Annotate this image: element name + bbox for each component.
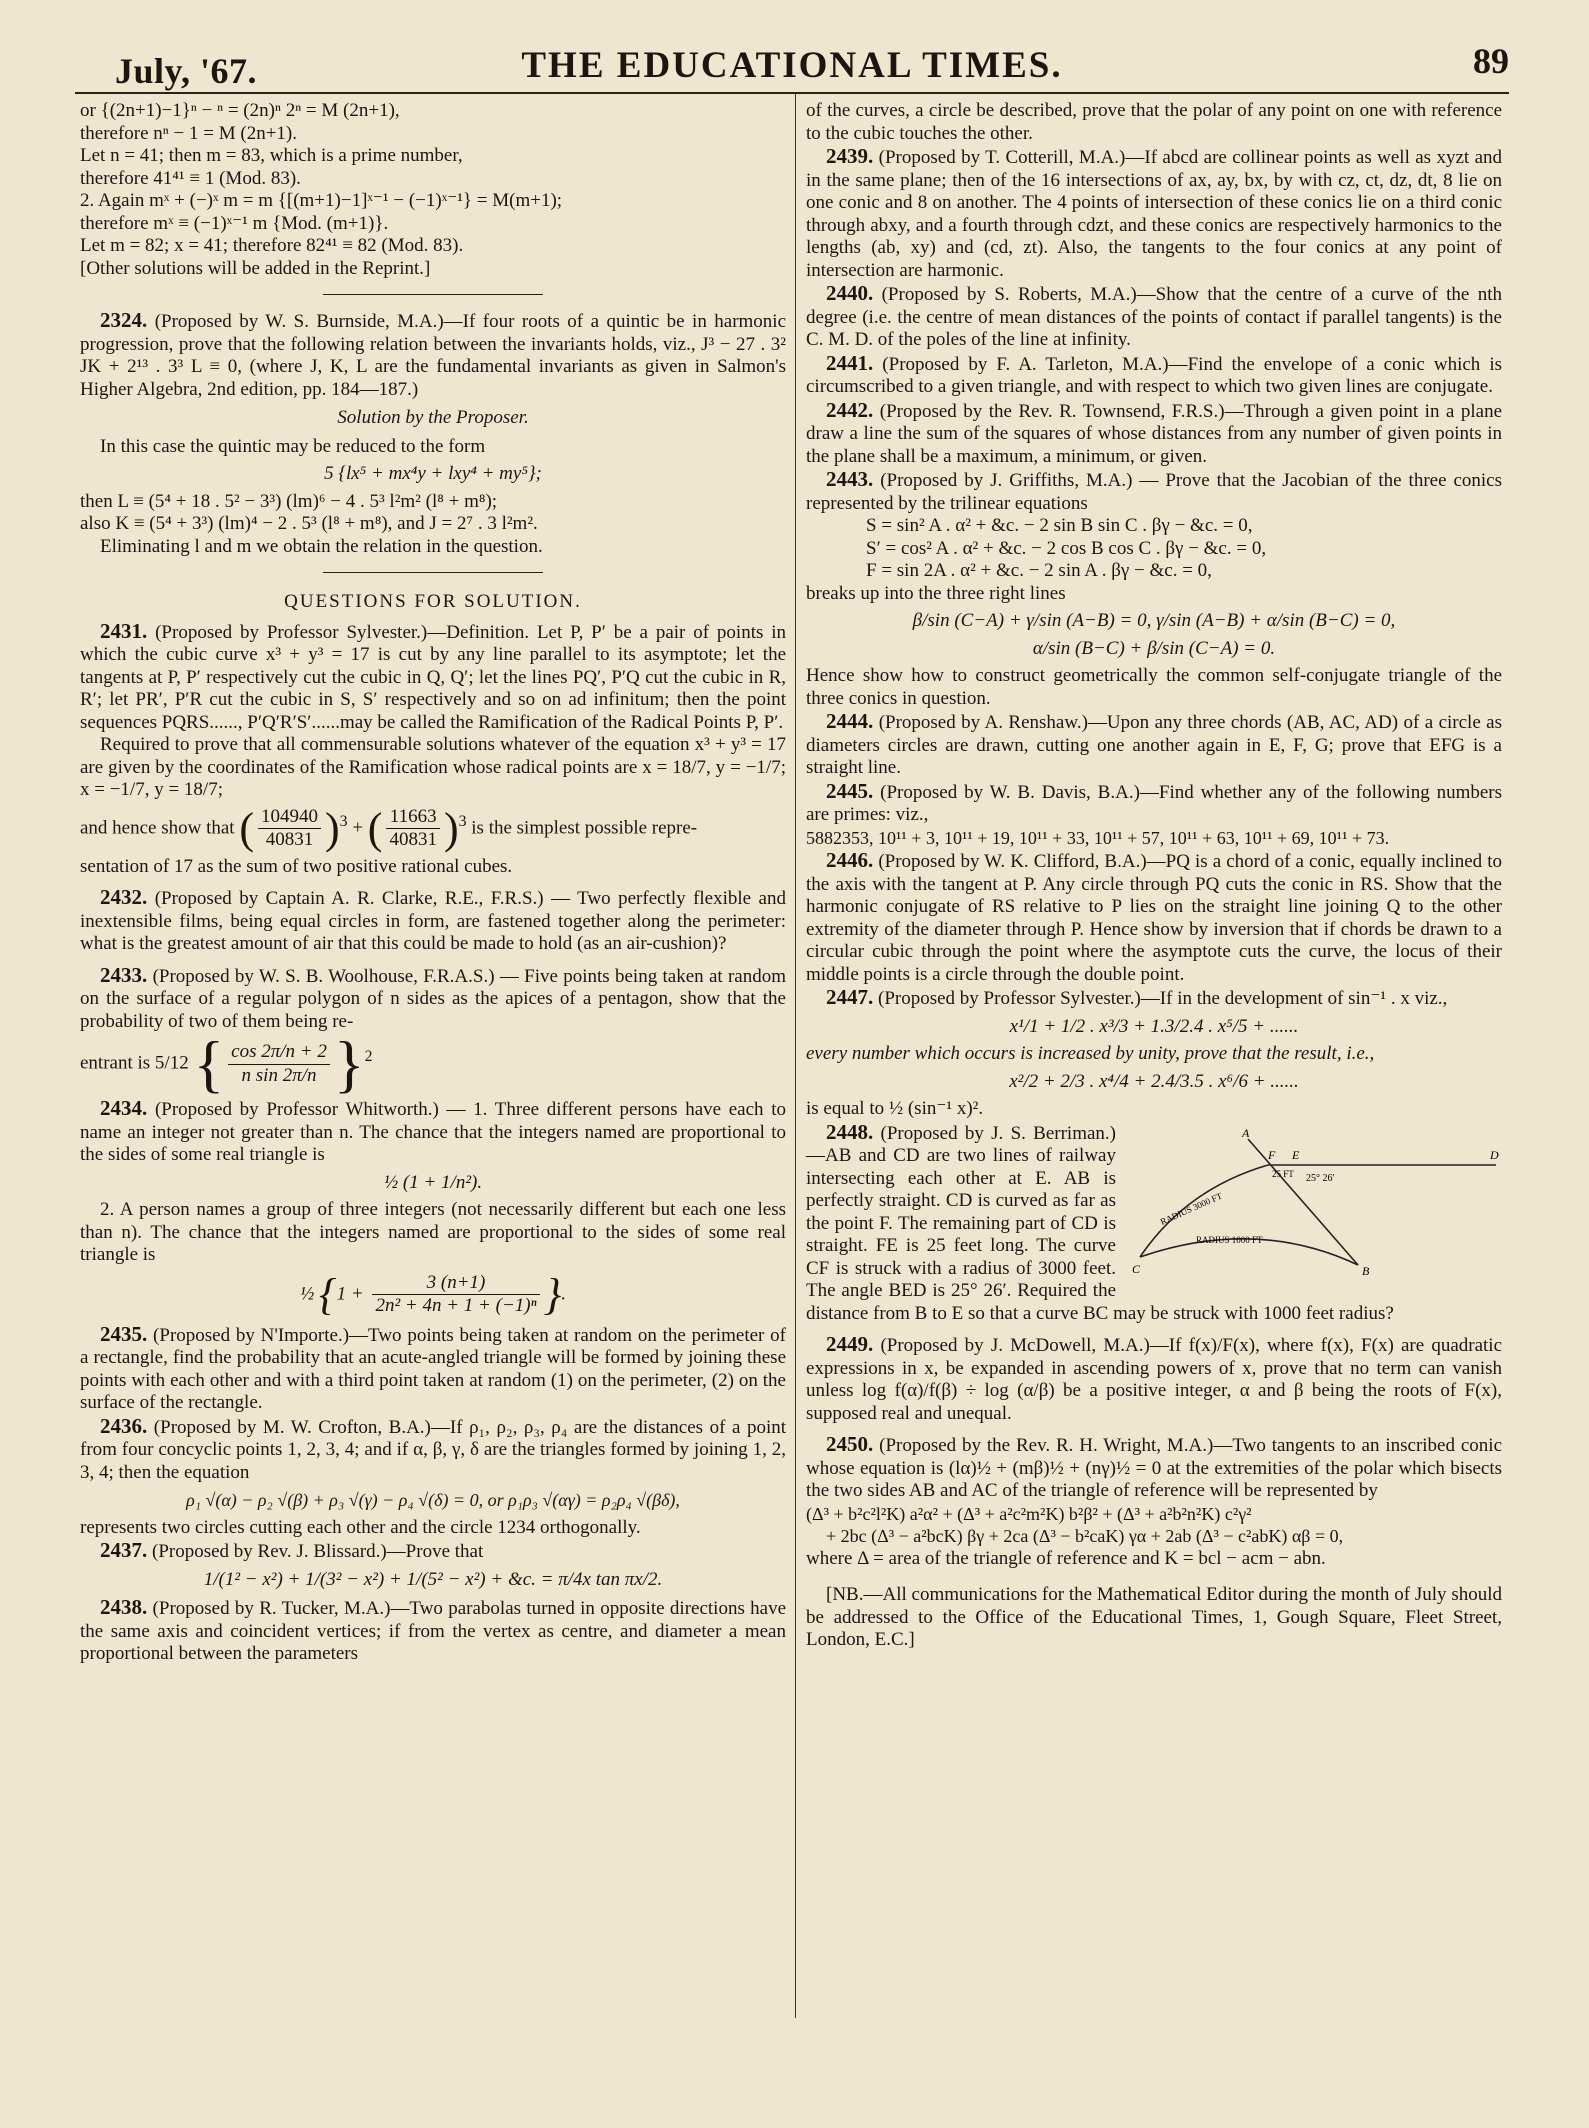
- question-text: (Proposed by A. Renshaw.)—Upon any three chords (AB, AC, AD) of a circle as diameters circles are drawn, cutting one another again in E, F, G; prove that EFG is a straight line.: [806, 712, 1503, 778]
- equation: x¹/1 + 1/2 . x³/3 + 1.3/2.4 . x⁵/5 + ......: [1009, 1015, 1299, 1037]
- question-number: 2448.: [826, 1119, 874, 1144]
- question-2435: [80, 1323, 786, 1415]
- editorial-note: [NB.—All communications for the Mathematical Editor during the month of July should be addressed to the Office of the Educational Times, 1, Gough Square, Fleet Street, London, E.C.]: [806, 1584, 1502, 1650]
- question-text: (Proposed by S. Roberts, M.A.)—Show that the centre of a curve of the nth degree (i.e. the centre of mean distances of the points of contact if parallel tangents) is the C. M. D. of the poles of the line at infinity.: [806, 284, 1502, 350]
- label-radius-1000: RADIUS 1000 FT: [1196, 1234, 1263, 1245]
- railway-diagram-svg: [1126, 1125, 1502, 1283]
- question-text: sentation of 17 as the sum of two positive rational cubes.: [80, 855, 513, 877]
- fraction: [258, 806, 321, 852]
- label-e: E: [1292, 1147, 1300, 1162]
- label-radius-3000: RADIUS 3000 FT: [1158, 1190, 1224, 1227]
- paren-glyph: (: [239, 803, 254, 853]
- spacer: [80, 878, 786, 886]
- question-2445: [806, 780, 1502, 827]
- question-number: 2442.: [826, 397, 874, 422]
- numerator: 104940: [258, 806, 321, 830]
- left-column: [80, 100, 786, 1666]
- label-d: D: [1490, 1147, 1499, 1162]
- question-text: Required to prove that all commensurable solutions whatever of the equation x³ + y³ = 17 are given by the coordinates of the Ramification whose radical points are x = 18/7, y = −1/7; x = −1/7, y = 18/7;: [80, 734, 786, 800]
- equation-lead: and hence show that: [80, 816, 235, 838]
- equation: F = sin 2A . α² + &c. − 2 sin A . βγ − &c. = 0,: [866, 560, 1212, 581]
- equation: entrant is 5/12 { $\frac{\cos 2\pi/n + 2}{\text{n sin 2π/n}}$ }$^2$: [80, 1028, 373, 1099]
- question-text: (Proposed by T. Cotterill, M.A.)—If abcd are collinear points as well as xyzt and in the same plane; then of the 16 intersections of ax, ay, bx, by with cz, ct, dz, dt, 8 lie on one conic and 8 on another. The 4 points of intersection of these conics lie on a third conic through abxy, and a fourth through cdzt, and these conics are respectively harmonics to the lengths (ab, xy) and (cd, zt). Also, the tangents to the four conics at any point of intersection are harmonic.: [806, 147, 1502, 281]
- question-text: 2. A person names a group of three integers (not necessarily different but each one less than n). The chance that the integers named are proportional to the sides of some real triangle is: [80, 1199, 786, 1265]
- proof-line: therefore 41⁴¹ ≡ 1 (Mod. 83).: [80, 167, 301, 189]
- question-text: (Proposed by J. McDowell, M.A.)—If f(x)/F(x), where f(x), F(x) are quadratic expressions in x, be expanded in ascending powers of x, prove that no term can vanish unless log f(α)/f(β) ÷ log (α/β) be a positive integer, α and β being the roots of F(x), supposed real and unequal.: [806, 1335, 1503, 1424]
- question-text: is equal to ½ (sin⁻¹ x)².: [806, 1098, 984, 1119]
- question-text: Hence show how to construct geometrically the common self-conjugate triangle of the three conics in question.: [806, 665, 1502, 709]
- question-text: (Proposed by W. K. Clifford, B.A.)—PQ is a chord of a conic, equally inclined to the axis with the tangent at P. Any circle through PQ cuts the conic in RS. Show that the harmonic conjugate of RS relative to P lies on the straight line joining Q to the other extremity of the diameter through P. Hence show by inversion that if chords be drawn to a circular cubic through the point where the asymptote cuts the curve, the locus of their middle points is a circle through the double point.: [806, 851, 1503, 985]
- equation: + 2bc (Δ³ − a²bcK) βγ + 2ca (Δ³ − b²caK) γα + 2ab (Δ³ − c²abK) αβ = 0,: [826, 1526, 1344, 1546]
- question-2442: [806, 399, 1502, 469]
- label-b: B: [1362, 1263, 1370, 1278]
- equation: ½ (1 + 1/n²).: [383, 1171, 483, 1193]
- fraction: [372, 1272, 539, 1318]
- numerator: 3 (n+1): [372, 1272, 539, 1296]
- question-2441: [806, 352, 1502, 399]
- numerator: cos 2π/n + 2: [228, 1041, 330, 1065]
- reprint-note: [Other solutions will be added in the Reprint.]: [80, 257, 431, 279]
- question-number: 2439.: [826, 144, 874, 168]
- railway-diagram: [1126, 1125, 1502, 1283]
- question-text: (Proposed by Captain A. R. Clarke, R.E., F.R.S.) — Two perfectly flexible and inextensible films, being equal circles in form, are fastened together along the perimeter: what is the greatest amount of air that this could be made to hold (as an air-cushion)?: [80, 888, 786, 954]
- question-2450: [806, 1433, 1502, 1503]
- right-column: [806, 100, 1502, 1652]
- header-date: July, '67.: [115, 51, 258, 91]
- question-2443: [806, 468, 1502, 515]
- label-a: A: [1242, 1125, 1250, 1140]
- proof-line: Let n = 41; then m = 83, which is a prime number,: [80, 145, 463, 166]
- equation: then L ≡ (5⁴ + 18 . 5² − 3³) (lm)⁶ − 4 . 5³ l²m² (l⁸ + m⁸);: [80, 490, 498, 512]
- question-text: (Proposed by W. S. B. Woolhouse, F.R.A.S.) — Five points being taken at random on the surface of a regular polygon of n sides as the apices of a pentagon, show that the probability of two of them being re-: [80, 965, 787, 1032]
- number-list: 5882353, 10¹¹ + 3, 10¹¹ + 19, 10¹¹ + 33, 10¹¹ + 57, 10¹¹ + 63, 10¹¹ + 69, 10¹¹ + 73.: [806, 827, 1390, 848]
- question-text: (Proposed by J. S. Berriman.)—AB and CD are two lines of railway intersecting each other at E. AB is perfectly straight. CD is curved as far as the point F. The remaining part of CD is straight. FE is 25 feet long. The curve CF is struck with a radius of 3000 feet. The angle BED is 25° 26′. Required the distance from B to E so that a curve BC may be struck with 1000 feet radius?: [806, 1122, 1394, 1324]
- question-number: 2449.: [826, 1332, 874, 1356]
- label-angle: 25° 26′: [1306, 1172, 1335, 1184]
- question-text: represents two circles cutting each other and the circle 1234 orthogonally.: [80, 1516, 641, 1538]
- denominator: 40831: [265, 829, 314, 850]
- label-f: F: [1268, 1147, 1276, 1162]
- question-2438: [80, 1596, 786, 1666]
- question-number: 2443.: [826, 467, 874, 491]
- question-text: (Proposed by the Rev. R. Townsend, F.R.S.)—Through a given point in a plane draw a line the sum of the squares of whose distances from any number of given points in the plane shall be a maximum, a minimum, or given.: [806, 400, 1503, 467]
- brace-glyph: }: [333, 1028, 365, 1099]
- proof-line: therefore mˣ ≡ (−1)ˣ⁻¹ m {Mod. (m+1)}.: [80, 212, 389, 234]
- question-2437: [80, 1539, 786, 1564]
- section-title: QUESTIONS FOR SOLUTION.: [284, 591, 582, 612]
- question-number: 2324.: [100, 308, 148, 332]
- question-2436: [80, 1415, 786, 1485]
- equation: α/sin (B−C) + β/sin (C−A) = 0.: [1032, 637, 1276, 659]
- question-2324: [80, 309, 786, 401]
- equation: S′ = cos² A . α² + &c. − 2 cos B cos C . βγ − &c. = 0,: [866, 537, 1267, 559]
- question-number: 2450.: [826, 1432, 874, 1456]
- question-number: 2431.: [100, 618, 148, 643]
- question-2447: [806, 986, 1502, 1011]
- paren-glyph: (: [367, 803, 383, 853]
- question-continuation: of the curves, a circle be described, prove that the polar of any point on one with reference to the cubic touches the other.: [806, 100, 1502, 144]
- paren-glyph: ): [325, 803, 340, 853]
- question-number: 2434.: [100, 1096, 148, 1120]
- denominator: 2n² + 4n + 1 + (−1)ⁿ: [375, 1295, 537, 1316]
- spacer: [806, 1425, 1502, 1433]
- question-2432: [80, 886, 786, 956]
- solution-text: In this case the quintic may be reduced to the form: [100, 435, 486, 457]
- equation: 1/(1² − x²) + 1/(3² − x²) + 1/(5² − x²) + &c. = π/4x tan πx/2.: [203, 1568, 663, 1590]
- equation: β/sin (C−A) + γ/sin (A−B) = 0, γ/sin (A−B) + α/sin (B−C) = 0,: [912, 610, 1396, 631]
- spacer: [806, 1570, 1502, 1584]
- question-number: 2435.: [100, 1321, 148, 1346]
- denominator: n sin 2π/n: [241, 1064, 317, 1086]
- header-title: THE EDUCATIONAL TIMES.: [521, 45, 1063, 86]
- question-number: 2444.: [826, 709, 874, 733]
- running-header: [75, 36, 1509, 92]
- question-text: (Proposed by R. Tucker, M.A.)—Two parabolas turned in opposite directions have the same axis and coincident vertices; if from the vertex as centre, and diameter a mean proportional between the parameters: [80, 1598, 786, 1664]
- question-2439: [806, 145, 1502, 282]
- question-number: 2445.: [826, 778, 874, 803]
- equation: ½ {1 + $\frac{3 (n+1)}{\text{2n² + 4n + 1 + (−1)ⁿ}}$ }.: [300, 1269, 566, 1319]
- solution-text: Eliminating l and m we obtain the relation in the question.: [100, 535, 543, 557]
- solution-heading: Solution by the Proposer.: [337, 407, 529, 428]
- paren-glyph: ): [443, 803, 459, 853]
- equation-tail: is the simplest possible repre-: [471, 816, 698, 838]
- proof-line: Let m = 82; x = 41; therefore 82⁴¹ ≡ 82 (Mod. 83).: [80, 235, 464, 256]
- fraction: [228, 1041, 330, 1087]
- question-2431: [80, 620, 786, 735]
- label-fe-length: 25 FT: [1272, 1168, 1294, 1179]
- column-divider: [795, 94, 796, 2018]
- equation: (Δ³ + b²c²l²K) a²α² + (Δ³ + a²c²m²K) b²β² + (Δ³ + a²b²n²K) c²γ²: [806, 1503, 1252, 1524]
- proof-line: therefore nⁿ − 1 = M (2n+1).: [80, 122, 297, 144]
- question-2444: [806, 710, 1502, 780]
- question-number: 2436.: [100, 1413, 148, 1438]
- question-text: (Proposed by M. W. Crofton, B.A.)—If ρ₁, ρ₂, ρ₃, ρ₄ are the distances of a point from four concyclic points 1, 2, 3, 4; and if α, β, γ, δ are the triangles formed by joining 1, 2, 3, 4; then the equation: [80, 1416, 787, 1483]
- question-text: every number which occurs is increased by unity, prove that the result, i.e.,: [806, 1043, 1375, 1064]
- separator-rule: [323, 572, 543, 573]
- question-text: (Proposed by F. A. Tarleton, M.A.)—Find the envelope of a conic which is circumscribed to a given triangle, and with respect to which two given lines are conjugate.: [806, 353, 1503, 397]
- question-text: (Proposed by Professor Whitworth.) — 1. Three different persons have each to name an integer not greater than n. The chance that the integers named are proportional to the sides of some real triangle is: [80, 1099, 787, 1165]
- question-text: (Proposed by Professor Sylvester.)—If in the development of sin⁻¹ . x viz.,: [878, 988, 1448, 1009]
- spacer: [80, 956, 786, 964]
- equation: S = sin² A . α² + &c. − 2 sin B sin C . βγ − &c. = 0,: [866, 515, 1253, 536]
- equation: also K ≡ (5⁴ + 3³) (lm)⁴ − 2 . 5³ (l⁸ + m⁸), and J = 2⁷ . 3 l²m².: [80, 513, 538, 534]
- question-text: (Proposed by the Rev. R. H. Wright, M.A.)—Two tangents to an inscribed conic whose equation is (lα)½ + (mβ)½ + (nγ)½ = 0 at the extremities of the polar which bisects the two sides AB and AC of the triangle of reference will be represented by: [806, 1435, 1502, 1501]
- equation: 5 {lx⁵ + mx⁴y + lxy⁴ + my⁵};: [324, 463, 542, 484]
- equation: x²/2 + 2/3 . x⁴/4 + 2.4/3.5 . x⁶/6 + ......: [1009, 1070, 1299, 1092]
- question-text: (Proposed by J. Griffiths, M.A.) — Prove that the Jacobian of the three conics represented by the trilinear equations: [806, 470, 1503, 514]
- brace-glyph: }: [543, 1269, 562, 1319]
- question-text: (Proposed by N'Importe.)—Two points being taken at random on the perimeter of a rectangle, find the probability that an acute-angled triangle will be formed by joining these points with each other and with a third point taken at random (1) on the perimeter, (2) on the surface of the rectangle.: [80, 1324, 787, 1413]
- question-text: breaks up into the three right lines: [806, 582, 1066, 604]
- question-2440: [806, 282, 1502, 352]
- question-2449: [806, 1333, 1502, 1425]
- question-number: 2441.: [826, 350, 874, 375]
- proof-line: or {(2n+1)−1}ⁿ − ⁿ = (2n)ⁿ 2ⁿ = M (2n+1),: [80, 100, 400, 121]
- separator-rule: [323, 294, 543, 295]
- question-text: (Proposed by W. S. Burnside, M.A.)—If four roots of a quintic be in harmonic progression, prove that the following relation between the invariants holds, viz., J³ − 27 . 3² JK + 2¹³ . 3³ L ≡ 0, (where J, K, L are the fundamental invariants as given in Salmon's Higher Algebra, 2nd edition, pp. 184—187.): [80, 311, 787, 400]
- question-2446: [806, 849, 1502, 986]
- question-number: 2446.: [826, 848, 874, 872]
- question-number: 2447.: [826, 985, 874, 1009]
- question-number: 2432.: [100, 885, 148, 909]
- label-c: C: [1132, 1261, 1141, 1276]
- equation-lead: entrant is 5/12: [80, 1052, 189, 1074]
- question-text: (Proposed by Professor Sylvester.)—Definition. Let P, P′ be a pair of points in which the cubic curve x³ + y³ = 17 is cut by any line parallel to its asymptote; let the tangents at P, P′ respectively cut the cubic in Q, Q′; let the lines PQ′, P′Q cut the cubic in R, R′; let PR′, P′R cut the cubic in S, S′ respectively and so on ad infinitum; then the point sequences PQRS......, P′Q′R′S′......may be called the Ramification of the Radical Points P, P′.: [80, 621, 786, 733]
- brace-glyph: {: [193, 1028, 225, 1099]
- fraction: [386, 806, 440, 852]
- question-text: (Proposed by W. B. Davis, B.A.)—Find whether any of the following numbers are primes: viz.,: [806, 781, 1503, 825]
- spacer: [806, 1325, 1502, 1333]
- question-text: where Δ = area of the triangle of reference and K = bcl − acm − abn.: [806, 1547, 1326, 1569]
- equation: ρ₁ √(α) − ρ₂ √(β) + ρ₃ √(γ) − ρ₄ √(δ) = 0, or ρ₁ρ₃ √(αγ) = ρ₂ρ₄ √(βδ),: [186, 1490, 680, 1510]
- page-number: 89: [1473, 41, 1509, 81]
- numerator: 11663: [386, 806, 440, 830]
- header-rule: [75, 92, 1509, 94]
- question-number: 2437.: [100, 1538, 148, 1562]
- proof-line: 2. Again mˣ + (−)ˣ m = m {[(m+1)−1]ˣ⁻¹ − (−1)ˣ⁻¹} = M(m+1);: [80, 190, 563, 211]
- equation: and hence show that ( $\frac{104940}{40831}$ )$^3$ + ( $\frac{11663}{40831}$ )$^3$ is the simplest possible repre-: [80, 803, 698, 853]
- brace-glyph: {: [319, 1269, 337, 1319]
- question-number: 2440.: [826, 281, 874, 305]
- question-text: (Proposed by Rev. J. Blissard.)—Prove that: [152, 1541, 484, 1562]
- denominator: 40831: [389, 829, 437, 850]
- question-2434: [80, 1097, 786, 1167]
- question-2433: [80, 964, 786, 1034]
- question-number: 2438.: [100, 1595, 148, 1619]
- question-number: 2433.: [100, 962, 148, 987]
